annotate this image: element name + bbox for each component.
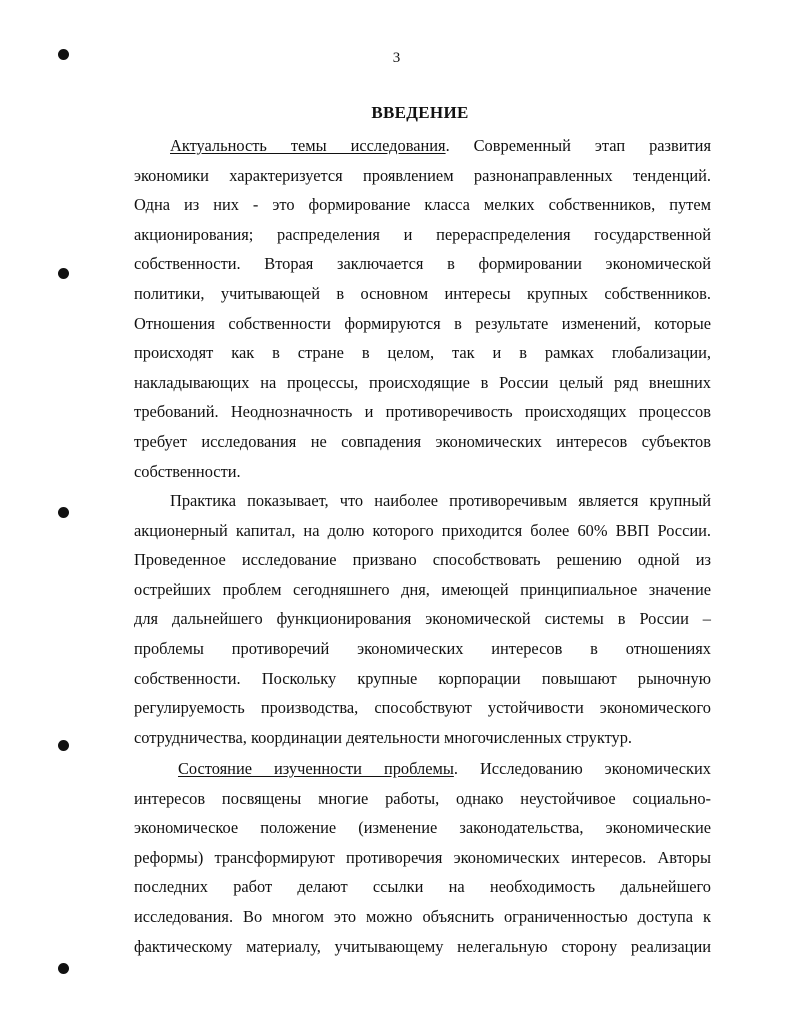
paragraph-line: Практика показывает, что наиболее противоречивым является крупный xyxy=(170,491,711,510)
paragraph-line: фактическому материалу, учитывающему нелегальную сторону реализации xyxy=(134,936,711,956)
paragraph-practice xyxy=(134,486,711,752)
punch-hole-mark xyxy=(58,740,69,751)
paragraph-line: собственности. Поскольку крупные корпорации повышают рыночную xyxy=(134,668,711,688)
paragraph-line: Отношения собственности формируются в результате изменений, которые xyxy=(134,313,711,333)
paragraph-line: акционирования; распределения и перераспределения государственной xyxy=(134,224,711,244)
paragraph-line: Одна из них - это формирование класса мелких собственников, путем xyxy=(134,195,711,215)
paragraph-line-rest: . Современный этап развития xyxy=(445,136,711,155)
paragraph-line: проблемы противоречий экономических интересов в отношениях xyxy=(134,638,711,658)
paragraph-line: Проведенное исследование призвано способствовать решению одной из xyxy=(134,550,711,570)
paragraph-line: последних работ делают ссылки на необходимость дальнейшего xyxy=(134,877,711,897)
paragraph-line: политики, учитывающей в основном интересы крупных собственников. xyxy=(134,283,711,303)
paragraph-line: накладывающих на процессы, происходящие в России целый ряд внешних xyxy=(134,372,711,392)
paragraph-relevance xyxy=(134,131,711,486)
paragraph-line: акционерный капитал, на долю которого приходится более 60% ВВП России. xyxy=(134,520,711,540)
paragraph-line: реформы) трансформируют противоречия экономических интересов. Авторы xyxy=(134,847,711,867)
punch-hole-mark xyxy=(58,507,69,518)
punch-hole-mark xyxy=(58,963,69,974)
paragraph-line: интересов посвящены многие работы, однако неустойчивое социально- xyxy=(134,788,711,808)
paragraph-line: собственности. xyxy=(134,461,241,481)
paragraph-line: происходят как в стране в целом, так и в рамках глобализации, xyxy=(134,343,711,363)
paragraph-line: острейших проблем сегодняшнего дня, имеющей принципиальное значение xyxy=(134,579,711,599)
paragraph-heading: Состояние изученности проблемы xyxy=(178,759,454,778)
paragraph-heading: Актуальность темы исследования xyxy=(170,136,446,155)
paragraph-line: собственности. Вторая заключается в формировании экономической xyxy=(134,254,711,274)
paragraph-line: регулируемость производства, способствуют устойчивости экономического xyxy=(134,698,711,718)
paragraph-line: сотрудничества, координации деятельности многочисленных структур. xyxy=(134,727,633,747)
paragraph-line: экономики характеризуется проявлением разнонаправленных тенденций. xyxy=(134,165,711,185)
paragraph-line-rest: . Исследованию экономических xyxy=(453,759,711,778)
page-number: 3 xyxy=(392,50,401,66)
paragraph-line: исследования. Во многом это можно объяснить ограниченностью доступа к xyxy=(134,906,711,926)
paragraph-line: экономическое положение (изменение законодательства, экономические xyxy=(134,818,711,838)
paragraph-line: требований. Неоднозначность и противоречивость происходящих процессов xyxy=(134,402,711,422)
paragraph-line: требует исследования не совпадения экономических интересов субъектов xyxy=(134,431,711,451)
paragraph-line xyxy=(134,754,711,784)
paragraph-line xyxy=(134,131,711,161)
paragraph-line: для дальнейшего функционирования экономической системы в России – xyxy=(134,609,711,629)
paragraph-state-of-research xyxy=(134,754,711,961)
punch-hole-mark xyxy=(58,268,69,279)
section-title: ВВЕДЕНИЕ xyxy=(371,103,469,122)
